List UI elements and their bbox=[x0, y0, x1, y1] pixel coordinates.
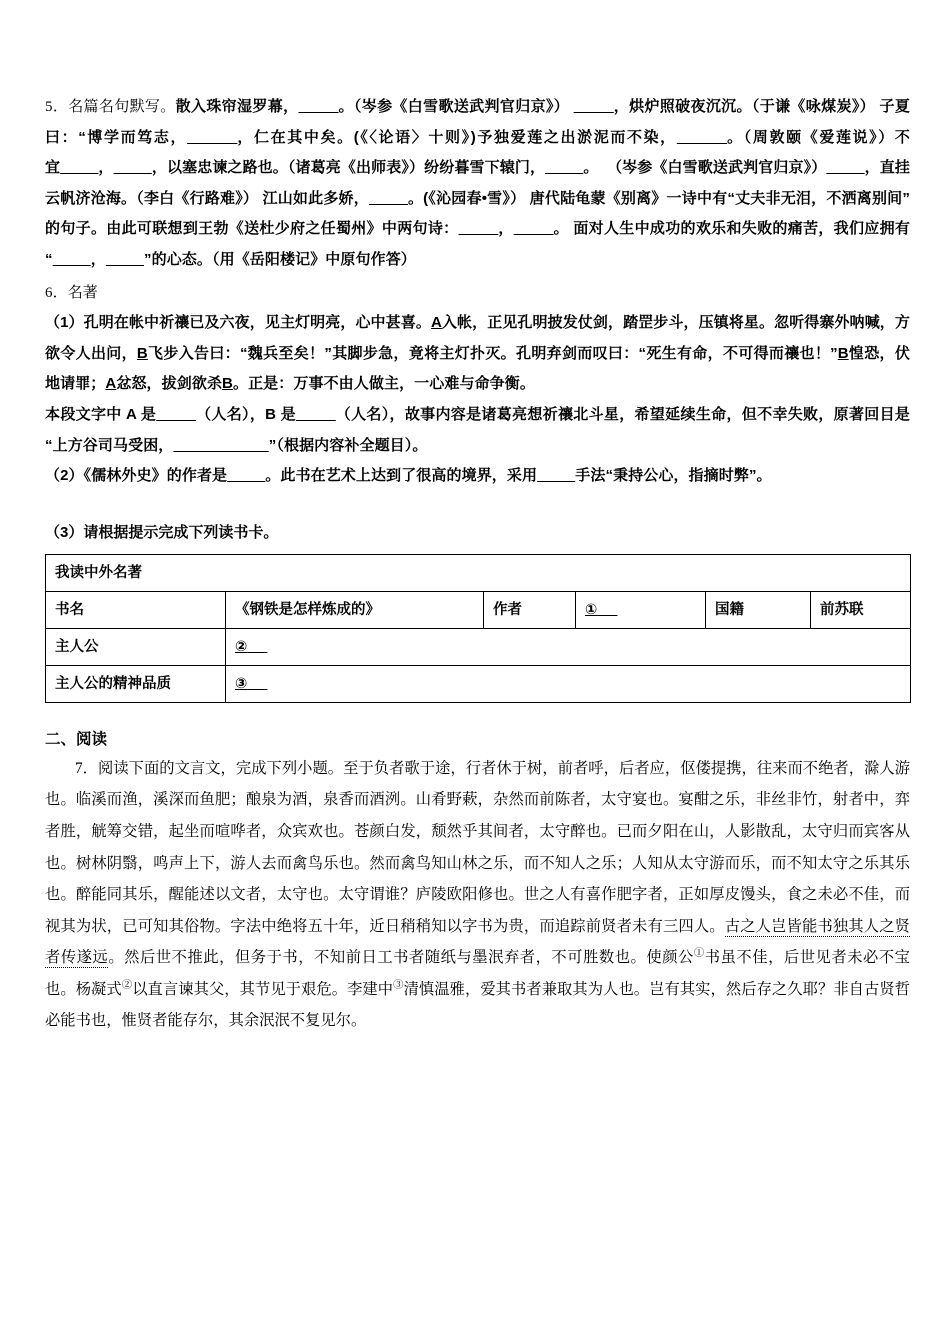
q6-sub1-text-d: 惶恐，伏地请罪； bbox=[45, 344, 910, 393]
cell-nationality-label: 国籍 bbox=[706, 591, 811, 628]
q5-line4-d: ，直挂云帆济沧海。（李白《行路难》） bbox=[45, 159, 910, 207]
q5-line7-a: “ bbox=[45, 250, 53, 268]
q5-line1-c: ，烘炉照破夜沉沉。 bbox=[613, 98, 752, 115]
q5-line3-e: 纷纷暮雪下 bbox=[424, 159, 500, 177]
q5-blank-4[interactable] bbox=[677, 129, 727, 146]
q7-passage-part4: 以直言谏其父，其节见于艰危。李建中 bbox=[132, 980, 394, 998]
q6-blank-title[interactable] bbox=[173, 437, 268, 454]
q7-passage-part1: 至于负者歌于途，行者休于树，前者呼，后者应，伛偻提携，往来而不绝者，滁人游也。临溪而渔，溪深而鱼肥；酿泉为酒，泉香而酒洌。山肴野蔌，杂然而前陈者，太守宴也。宴酣之乐，非丝非竹，射者中，弈者胜，觥筹交错，起坐而喧哗者，众宾欢也。苍颜白发，颓然乎其间者，太守醉也。已而夕阳在山，人影散乱，太守归而宾客从也。树林阴翳，鸣声上下，游人去而禽鸟乐也。然而禽鸟知山林之乐，而不知人之乐；人知从太守游而乐，而不知太守之乐其乐也。醉能同其乐，醒能述以文者，太守也。太守谓谁？庐陵欧阳修也。世之人有喜作肥字者，正如厚皮馒头，食之未必不佳，而视其为状，已可知其俗物。字法中绝将五十年，近日稍稍知以字书为贵，而追踪前贤者未有三四人。 bbox=[45, 759, 910, 935]
q5-blank-11[interactable] bbox=[514, 220, 554, 237]
q5-line7-c: ”的心态。（用《岳阳楼记》中原句作答） bbox=[144, 250, 416, 268]
q5-blank-3[interactable] bbox=[187, 129, 237, 146]
q5-line6-b: ， bbox=[498, 220, 514, 238]
q6-blank-author[interactable] bbox=[227, 467, 265, 484]
q6-sub1-passage bbox=[45, 308, 910, 400]
q5-blank-8[interactable] bbox=[826, 159, 864, 176]
q6-sub2-c: 手法“秉持公心，指摘时弊”。 bbox=[575, 467, 772, 485]
q5-line2-b: 子夏曰：“博学而笃志， bbox=[45, 98, 910, 146]
q5-blank-2[interactable] bbox=[574, 98, 614, 115]
q6-ask1 bbox=[45, 400, 910, 461]
q7-passage-underlined: 古之人岂皆能书独其人之贤者传遂远 bbox=[45, 917, 910, 967]
cell-author-blank: ① bbox=[585, 601, 598, 618]
cell-nationality-value: 前苏联 bbox=[811, 591, 911, 628]
q5-line2-d: 予独爱莲之出淤泥而不染， bbox=[475, 128, 677, 146]
question-5-block bbox=[45, 92, 910, 276]
q6-mark-b1: B bbox=[136, 344, 148, 362]
q6-mark-b3: B bbox=[222, 375, 233, 393]
q6-mark-a1: A bbox=[430, 314, 442, 332]
cell-quality-blank: ③ bbox=[235, 675, 248, 692]
cell-protagonist-label: 主人公 bbox=[46, 628, 226, 665]
q5-line1-a: 散入珠帘湿罗幕， bbox=[175, 98, 299, 115]
q5-line2-a: （于谦《咏煤炭》） bbox=[751, 98, 876, 115]
q5-blank-13[interactable] bbox=[106, 251, 144, 268]
q5-blank-10[interactable] bbox=[458, 220, 498, 237]
footnote-marker-3: ③ bbox=[393, 979, 404, 991]
q6-ask1-d: ”（根据内容补全题目）。 bbox=[268, 436, 428, 454]
q5-line6-c: 。 bbox=[553, 220, 569, 238]
q5-line5-c: 唐代陆龟蒙《别离》一诗中有“丈夫非无泪，不洒离别间”的句子。由此可联想到 bbox=[45, 189, 910, 238]
q6-mark-b2: B bbox=[837, 344, 849, 362]
q7-lead: 7．阅读下面的文言文，完成下列小题。 bbox=[75, 759, 344, 777]
q6-sub3: （3）请根据提示完成下列读书卡。 bbox=[45, 523, 279, 541]
q5-line3-c: ， bbox=[98, 159, 114, 177]
q6-blank-b[interactable] bbox=[296, 406, 336, 423]
q6-sub1-text-a: 孔明在帐中祈禳已及六夜，见主灯明亮，心中甚喜。 bbox=[83, 314, 431, 332]
q5-blank-5[interactable] bbox=[60, 159, 98, 176]
footnote-marker-1: ① bbox=[693, 948, 705, 960]
question-5-paragraph bbox=[45, 92, 910, 276]
q5-lead: 5．名篇名句默写。 bbox=[45, 99, 176, 115]
q6-ask1-c: （人名），故事内容是诸葛亮想祈禳北斗星，希望延续生命，但不幸失败，原著回目是“上方谷司马受困， bbox=[45, 405, 911, 454]
q5-line3-d: ，以塞忠谏之路也。（诸葛亮《出师表》） bbox=[151, 159, 425, 177]
q7-passage-part5: 清慎温雅，爱其书者兼取其为人也。岂有其实，然后存之久耶？非自古贤哲必能书也，惟贤者能存尔，其余泯泯不复见尔。 bbox=[45, 980, 911, 1030]
footnote-marker-2: ② bbox=[121, 979, 133, 991]
q6-ask1-a: 本段文字中 A 是 bbox=[45, 405, 157, 423]
q5-line6-d: 面对人生中成功的欢乐和失败的痛苦，我们应拥有 bbox=[573, 220, 911, 238]
table-row bbox=[46, 665, 911, 702]
q5-line5-a: 娇， bbox=[338, 189, 369, 207]
table-row bbox=[46, 591, 911, 628]
q6-mark-a2: A bbox=[105, 375, 117, 393]
q6-sub1-text-f: 。正是：万事不由人做主，一心难与命争衡。 bbox=[232, 375, 535, 393]
section-2-heading: 二、阅读 bbox=[45, 730, 108, 748]
q5-line5-b: 。(《沁园春•雪》） bbox=[407, 189, 526, 207]
q6-sub2-a: （2）《儒林外史》的作者是 bbox=[45, 467, 228, 485]
q5-line4-e: 江山如此多 bbox=[262, 189, 339, 207]
q5-line6-a: 王勃《送杜少府之任蜀州》中两句诗： bbox=[198, 220, 459, 238]
q5-blank-9[interactable] bbox=[369, 190, 408, 207]
q6-sub1-text-b: 入帐，正见孔明披发仗剑，踏罡步斗，压镇将星。忽听得寨外呐喊，方欲令人出问， bbox=[45, 314, 911, 362]
q6-blank-technique[interactable] bbox=[537, 467, 575, 484]
q6-sub2-b: 。此书在艺术上达到了很高的境界，采用 bbox=[265, 467, 538, 485]
q5-line3-b: 不宜 bbox=[45, 128, 911, 177]
question-6-block bbox=[45, 278, 910, 548]
cell-book-value: 《钢铁是怎样炼成的》 bbox=[226, 591, 484, 628]
q6-sub1-text-c: 飞步入告曰：“魏兵至矣！”其脚步急，竟将主灯扑灭。孔明弃剑而叹曰：“死生有命，不可得而禳也！” bbox=[147, 344, 838, 362]
question-7-passage bbox=[45, 753, 910, 1037]
q6-ask1-b: （人名），B 是 bbox=[196, 405, 296, 423]
q6-title-text: 6．名著 bbox=[45, 284, 98, 301]
table-row bbox=[46, 554, 911, 591]
q5-line4-b: 。 bbox=[583, 159, 599, 177]
q6-sub2 bbox=[45, 461, 910, 492]
q7-passage-part3: 书虽不佳，后世见者未必不宝也。杨凝式 bbox=[45, 949, 910, 998]
q6-blank-a[interactable] bbox=[156, 406, 196, 423]
q5-blank-6[interactable] bbox=[114, 159, 152, 176]
q6-sub1-label: （1） bbox=[45, 314, 84, 332]
cell-quality-label: 主人公的精神品质 bbox=[46, 665, 226, 702]
q5-blank-12[interactable] bbox=[53, 251, 91, 268]
q5-blank-1[interactable] bbox=[298, 98, 338, 115]
cell-book-label: 书名 bbox=[46, 591, 226, 628]
cell-protagonist-value[interactable] bbox=[226, 628, 911, 665]
q5-line4-a: 辕门， bbox=[499, 159, 546, 177]
q6-sub1-text-e: 忿怒，拔剑欲杀 bbox=[116, 375, 223, 393]
cell-protagonist-blank: ② bbox=[235, 638, 248, 655]
q5-line2-c: ，仁在其中矣。(《〈论语〉十则》) bbox=[237, 128, 476, 146]
q7-passage-part2: 。然后世不推此，但务于书，不知前日工书者随纸与墨泯弃者，不可胜数也。使颜公 bbox=[108, 949, 694, 967]
reading-card-table bbox=[45, 554, 911, 703]
cell-author-value[interactable] bbox=[576, 591, 706, 628]
q6-title bbox=[45, 278, 910, 309]
q5-line1-b: 。（岑参《白雪歌送武判官归京》） bbox=[338, 98, 570, 115]
page-content bbox=[45, 92, 910, 1037]
q5-blank-7[interactable] bbox=[545, 159, 583, 176]
readcard-title-cell: 我读中外名著 bbox=[46, 554, 911, 591]
cell-author-label: 作者 bbox=[484, 591, 576, 628]
q5-line3-a: 。（周敦颐《爱莲说》） bbox=[727, 128, 895, 146]
cell-quality-value[interactable] bbox=[226, 665, 911, 702]
q5-line4-c: （岑参《白雪歌送武判官归京》） bbox=[607, 159, 827, 177]
table-row bbox=[46, 628, 911, 665]
q5-line7-b: ， bbox=[90, 250, 106, 268]
